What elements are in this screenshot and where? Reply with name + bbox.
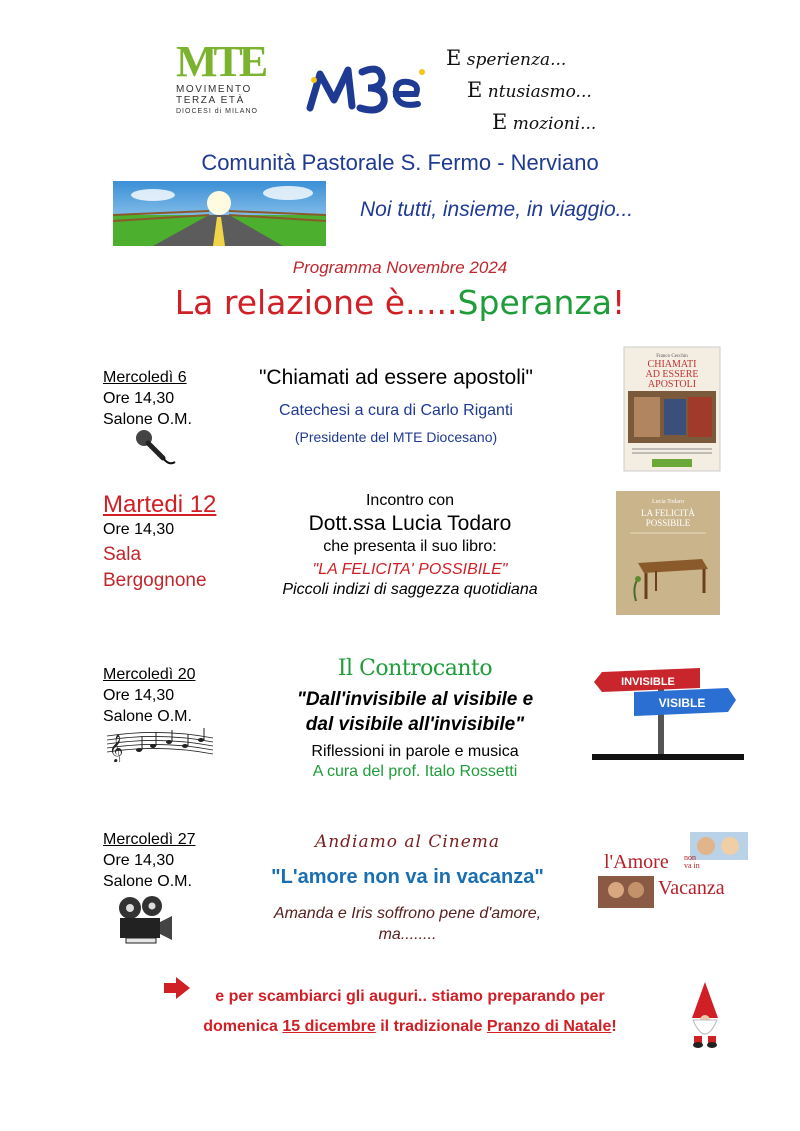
visible-invisible-sign: [592, 660, 744, 760]
community-title: Comunità Pastorale S. Fermo - Nerviano: [201, 150, 599, 175]
event-4-place: Salone O.M.: [103, 873, 192, 890]
event-4-title: "L'amore non va in vacanza": [271, 866, 544, 888]
footer-date: 15 dicembre: [282, 1018, 376, 1035]
svg-text:l'Amore: l'Amore: [604, 851, 669, 873]
event-4-time: Ore 14,30: [103, 852, 175, 869]
movie-poster: [598, 832, 750, 912]
mte-logo: [176, 37, 276, 117]
footer-announcement: [160, 982, 660, 1042]
svg-text:CHIAMATI: CHIAMATI: [647, 359, 697, 370]
event-4-when: [103, 829, 196, 892]
event-3-when: [103, 664, 196, 727]
event-3-desc: Riflessioni in parole e musica: [311, 743, 519, 760]
event-2-time: Ore 14,30: [103, 521, 175, 538]
event-3-heading: Il Controcanto: [337, 656, 493, 681]
event-2-details: [255, 492, 565, 599]
event-2-intro: Incontro con: [365, 492, 455, 509]
event-3-time: Ore 14,30: [103, 687, 175, 704]
motto-line-2: E ntusiasmo...: [467, 78, 592, 102]
svg-text:VISIBLE: VISIBLE: [658, 696, 706, 710]
event-1-title: "Chiamati ad essere apostoli": [258, 366, 534, 389]
svg-text:AD ESSERE: AD ESSERE: [645, 369, 699, 380]
mte-logo-line2: TERZA ETÀ: [176, 95, 245, 106]
event-4-heading: Andiamo al Cinema: [314, 832, 501, 852]
christmas-gnome-icon: [684, 982, 726, 1048]
event-2-speaker: Dott.ssa Lucia Todaro: [308, 512, 512, 535]
svg-text:Lucia Todaro: Lucia Todaro: [652, 499, 684, 505]
film-camera-icon: [116, 894, 174, 944]
event-3-details: [270, 656, 560, 781]
event-2-book: "LA FELICITA' POSSIBILE": [312, 561, 508, 578]
event-4-details: [245, 832, 570, 945]
svg-text:non: non: [684, 853, 696, 862]
microphone-icon: [133, 428, 177, 470]
tagline: Noi tutti, insieme, in viaggio...: [360, 198, 634, 221]
svg-text:va in: va in: [684, 861, 700, 870]
book-cover-apostoli: [600, 339, 740, 473]
event-2-book-sub: Piccoli indizi di saggezza quotidiana: [282, 581, 538, 598]
event-1-place: Salone O.M.: [103, 411, 192, 428]
svg-text:Franco Cecchin: Franco Cecchin: [656, 354, 688, 359]
event-2-place-line1: Sala: [103, 544, 142, 565]
event-3-place: Salone O.M.: [103, 708, 192, 725]
event-1-time: Ore 14,30: [103, 390, 175, 407]
programma-label: Programma Novembre 2024: [292, 258, 508, 277]
event-3-title: "Dall'invisibile al visibile e dal visibile all'invisibile": [296, 689, 534, 735]
event-2-place-line2: Bergognone: [103, 570, 207, 591]
footer-line2: domenica 15 dicembre il tradizionale Pranzo di Natale!: [203, 1018, 617, 1035]
event-1-note: (Presidente del MTE Diocesano): [294, 429, 498, 445]
event-4-day: Mercoledì 27: [103, 831, 196, 848]
event-1-day: Mercoledì 6: [103, 369, 187, 386]
event-2-presents: che presenta il suo libro:: [323, 538, 497, 555]
svg-text:POSSIBILE: POSSIBILE: [645, 518, 691, 528]
music-notes-icon: [105, 726, 215, 762]
svg-text:APOSTOLI: APOSTOLI: [647, 379, 697, 390]
motto-line-1: E sperienza...: [446, 46, 567, 70]
event-1-when: [103, 367, 192, 430]
svg-text:𝄞: 𝄞: [109, 734, 124, 762]
svg-text:INVISIBLE: INVISIBLE: [621, 676, 675, 688]
event-3-curator: A cura del prof. Italo Rossetti: [312, 763, 518, 780]
mte-logo-line1: MOVIMENTO: [176, 84, 252, 95]
motto-line-3: E mozioni...: [492, 110, 597, 134]
svg-text:LA FELICITÀ: LA FELICITÀ: [641, 508, 695, 518]
event-2-day: Martedi 12: [103, 491, 217, 518]
road-image: [113, 181, 326, 246]
event-4-desc: Amanda e Iris soffrono pene d'amore, ma........: [273, 905, 542, 943]
event-2-when: [103, 492, 216, 594]
footer-line1: e per scambiarci gli auguri.. stiamo preparando per: [215, 988, 605, 1005]
main-title: La relazione è.....Speranza!: [174, 283, 626, 322]
m3e-logo: [302, 56, 428, 120]
footer-event: Pranzo di Natale: [486, 1018, 612, 1035]
svg-text:Vacanza: Vacanza: [658, 877, 725, 899]
mte-logo-letters: MTE: [176, 37, 265, 86]
event-1-subtitle: Catechesi a cura di Carlo Riganti: [279, 402, 513, 419]
book-cover-felicita: [616, 491, 720, 615]
event-3-day: Mercoledì 20: [103, 666, 196, 683]
mte-logo-line3: DIOCESI di MILANO: [176, 108, 258, 115]
